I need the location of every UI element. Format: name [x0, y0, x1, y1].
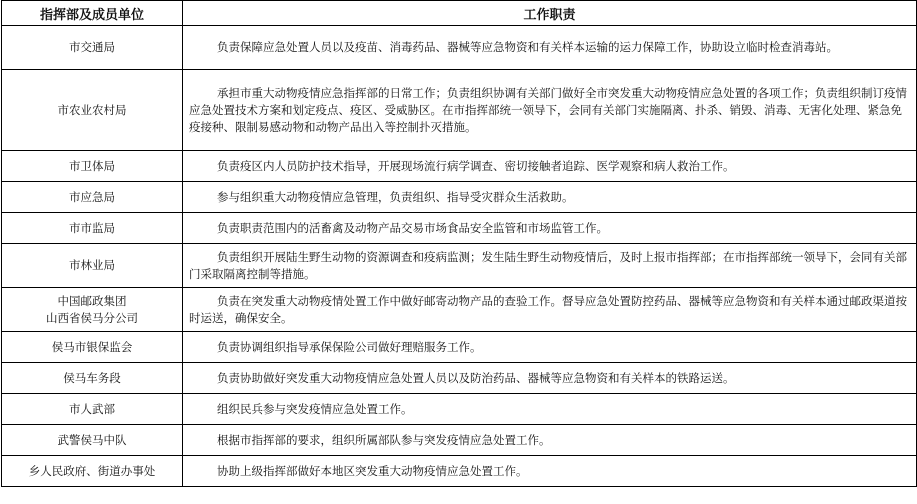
duty-table: [1, 0, 917, 487]
unit-name: 市应急局: [69, 189, 115, 204]
duty-cell: [183, 182, 917, 213]
unit-cell: [2, 213, 183, 244]
header-row: [2, 1, 917, 26]
duty-cell: [183, 70, 917, 151]
table-row: [2, 151, 917, 182]
unit-cell: [2, 456, 183, 487]
unit-name: 山西省侯马分公司: [46, 310, 138, 325]
unit-cell: [2, 182, 183, 213]
unit-cell: [2, 363, 183, 394]
duty-cell: [183, 26, 917, 70]
unit-cell: [2, 332, 183, 363]
duty-cell: [183, 456, 917, 487]
table-row: [2, 425, 917, 456]
duty-text: 负责保障应急处置人员以及疫苗、消毒药品、器械等应急物资和有关样本运输的运力保障工作，协助设立临时检查消毒站。: [217, 40, 838, 54]
unit-name: 市人武部: [69, 401, 115, 416]
duty-text: 组织民兵参与突发疫情应急处置工作。: [217, 401, 413, 416]
table-row: [2, 456, 917, 487]
table-row: [2, 332, 917, 363]
duty-text: 负责组织开展陆生野生动物的资源调查和疫病监测；发生陆生野生动物疫情后，及时上报市指挥部；在市指挥部统一领导下，会同有关部门采取隔离控制等措施。: [189, 249, 907, 281]
unit-name: 市林业局: [69, 258, 115, 272]
table-row: [2, 244, 917, 288]
unit-name: 市市监局: [69, 220, 115, 235]
table-row: [2, 26, 917, 70]
unit-name: 市农业农村局: [57, 102, 127, 117]
unit-cell: [2, 70, 183, 151]
unit-name: 中国邮政集团: [57, 293, 127, 308]
duty-text: 负责在突发重大动物疫情处置工作中做好邮寄动物产品的查验工作。督导应急处置防控药品、器械等应急物资和有关样本通过邮政渠道按时运送，确保安全。: [189, 293, 907, 325]
duty-text: 负责职责范围内的活畜禽及动物产品交易市场食品安全监管和市场监管工作。: [217, 220, 608, 235]
unit-cell: [2, 244, 183, 288]
unit-cell: [2, 425, 183, 456]
unit-name: 市卫体局: [69, 158, 115, 173]
duty-cell: [183, 213, 917, 244]
table-row: [2, 288, 917, 332]
table-row: [2, 213, 917, 244]
duty-cell: [183, 425, 917, 456]
table-row: [2, 363, 917, 394]
duty-text: 承担市重大动物疫情应急指挥部的日常工作；负责组织协调有关部门做好全市突发重大动物疫情应急处置的各项工作；负责组织制订疫情应急处置技术方案和划定疫点、疫区、受威胁区。在市指挥部统一领导下，会同有关部门实施隔离、扑杀、销毁、消毒、无害化处理、紧急免疫接种、限制易感动物和动物产品出入等控制扑灭措施。: [189, 85, 907, 134]
unit-name: 市交通局: [69, 40, 115, 54]
duty-cell: [183, 332, 917, 363]
unit-cell: [2, 26, 183, 70]
unit-name: 武警侯马中队: [57, 432, 127, 447]
table-row: [2, 182, 917, 213]
duty-text: 负责协助做好突发重大动物疫情应急处置人员以及防治药品、器械等应急物资和有关样本的铁路运送。: [217, 370, 735, 385]
duty-cell: [183, 288, 917, 332]
duty-cell: [183, 151, 917, 182]
table-row: [2, 70, 917, 151]
duty-text: 负责协调组织指导承保保险公司做好理赔服务工作。: [217, 339, 482, 354]
unit-cell: [2, 394, 183, 425]
header-unit: 指挥部及成员单位: [2, 1, 183, 26]
duty-text: 参与组织重大动物疫情应急管理，负责组织、指导受灾群众生活救助。: [217, 189, 574, 204]
unit-cell: [2, 288, 183, 332]
unit-name: 侯马市银保监会: [51, 339, 133, 354]
duty-text: 协助上级指挥部做好本地区突发重大动物疫情应急处置工作。: [217, 463, 528, 478]
duty-cell: [183, 363, 917, 394]
duty-text: 根据市指挥部的要求，组织所属部队参与突发疫情应急处置工作。: [217, 432, 551, 447]
duty-text: 负责疫区内人员防护技术指导，开展现场流行病学调查、密切接触者追踪、医学观察和病人救治工作。: [217, 158, 735, 173]
unit-name: 侯马车务段: [63, 370, 121, 385]
table-row: [2, 394, 917, 425]
duty-cell: [183, 244, 917, 288]
unit-cell: [2, 151, 183, 182]
duty-cell: [183, 394, 917, 425]
header-duty: 工作职责: [183, 1, 917, 26]
unit-name: 乡人民政府、街道办事处: [28, 463, 156, 478]
